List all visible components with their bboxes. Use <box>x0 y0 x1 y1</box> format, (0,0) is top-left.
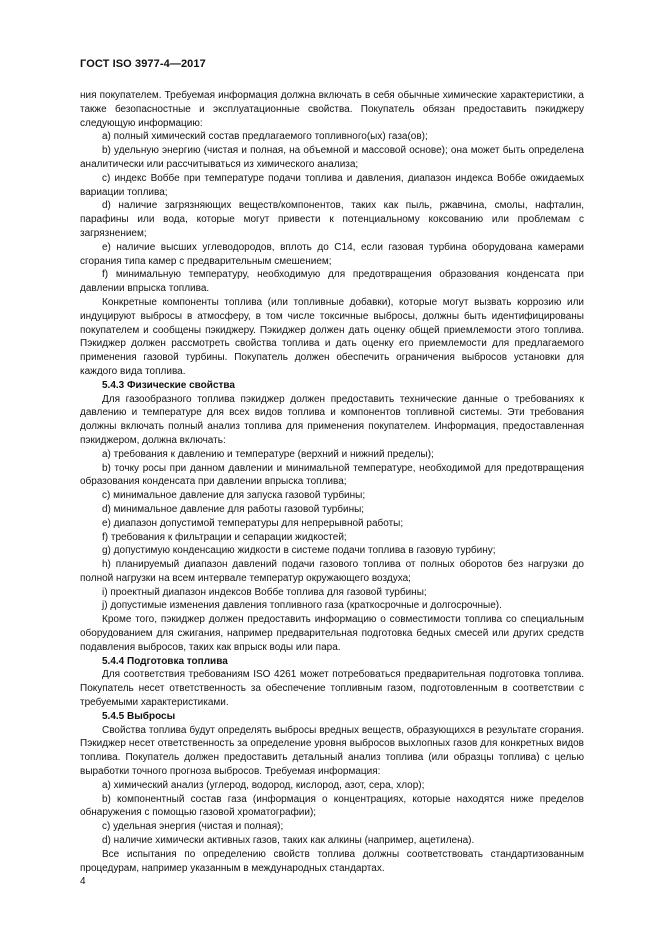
list-item: d) наличие загрязняющих веществ/компонентов, таких как пыль, ржавчина, смолы, нафталин, парафины или вода, которые могут привести к потенциальному коксованию или проблемам с загрязнением; <box>80 200 584 239</box>
list-item: a) химический анализ (углерод, водород, кислород, азот, сера, хлор); <box>102 779 425 791</box>
list-item: b) удельную энергию (чистая и полная, на объемной и массовой основе); она может быть определена аналитически или рассчитываться из химического анализа; <box>80 145 584 170</box>
list-item: f) требования к фильтрации и сепарации жидкостей; <box>102 531 347 543</box>
paragraph: Все испытания по определению свойств топлива должны соответствовать стандартизованным процедурам, например указанным в международных стандартах. <box>80 848 584 874</box>
paragraph: Свойства топлива будут определять выбросы вредных веществ, образующихся в результате сгорания. Пэкиджер несет ответственность за определение уровня выбросов выхлопных газов для конкретных видов топлива. Покупатель должен предоставить детальный анализ топлива (или образцы топлива) с целью выработки точного прогноза выбросов. Требуемая информация: <box>80 724 584 778</box>
page-number: 4 <box>80 876 86 887</box>
paragraph: ния покупателем. Требуемая информация должна включать в себя обычные химические характеристики, а также безопасностные и эксплуатационные свойства. Покупатель обязан предоставить пэкиджеру следующую информацию: <box>80 90 584 129</box>
list-item: a) полный химический состав предлагаемого топливного(ых) газа(ов); <box>102 131 428 143</box>
list-item: d) наличие химически активных газов, таких как алкины (например, ацетилена). <box>102 835 475 847</box>
list-item: g) допустимую конденсацию жидкости в системе подачи топлива в газовую турбину; <box>102 545 496 557</box>
list-item: b) точку росы при данном давлении и минимальной температуре, необходимой для предотвращения образования конденсата при давлении впрыска топлива; <box>80 462 584 488</box>
list-item: c) удельная энергия (чистая и полная); <box>102 821 284 833</box>
list-item: e) наличие высших углеводородов, вплоть до C14, если газовая турбина оборудована камерами сгорания типа камер с предварительным смешением; <box>80 241 584 267</box>
section-heading: 5.4.4 Подготовка топлива <box>102 655 228 667</box>
list-item: d) минимальное давление для работы газовой турбины; <box>102 503 365 515</box>
list-item: e) диапазон допустимой температуры для непрерывной работы; <box>102 517 404 529</box>
list-item: j) допустимые изменения давления топливного газа (краткосрочные и долгосрочные). <box>102 600 502 612</box>
list-item: b) компонентный состав газа (информация о концентрациях, которые находятся ниже пределов обнаружения с помощью газовой хроматографии); <box>80 793 584 819</box>
list-item: f) минимальную температуру, необходимую для предотвращения образования конденсата при давлении впрыска топлива. <box>80 269 584 295</box>
paragraph: Конкретные компоненты топлива (или топливные добавки), которые могут вызвать коррозию или индуцируют выбросы в атмосферу, в том числе токсичные выбросы, должны быть идентифицированы покупателем и сообщены пэкиджеру. Пэкиджер должен дать оценку общей приемлемости этого топлива. Пэкиджер должен рассмотреть свойства топлива и дать оценку его приемлемости для предлагаемого применения газовой турбины. Покупатель должен обеспечить ограничения выбросов установки для каждого вида топлива. <box>80 296 584 377</box>
list-item: c) минимальное давление для запуска газовой турбины; <box>102 490 366 502</box>
paragraph: Для соответствия требованиям ISO 4261 может потребоваться предварительная подготовка топлива. Покупатель несет ответственность за обеспечение топливным газом, подготовленным в соответствии с требуемыми характеристиками. <box>80 669 584 709</box>
document-header: ГОСТ ISO 3977-4—2017 <box>80 58 206 70</box>
section-heading: 5.4.3 Физические свойства <box>102 379 235 391</box>
section-heading: 5.4.5 Выбросы <box>102 710 176 722</box>
paragraph: Для газообразного топлива пэкиджер должен предоставить технические данные о требованиях к давлению и температуре для всех видов топлива и компонентов топливной системы. Эти требования должны включать полный анализ топлива для применения покупателем. Информация, предоставленная пэкиджером, должна включать: <box>80 393 584 446</box>
list-item: h) планируемый диапазон давлений подачи газового топлива от полных оборотов без нагрузки до полной нагрузки на всем интервале температур окружающего воздуха; <box>80 559 584 584</box>
document-body <box>80 89 584 875</box>
paragraph: Кроме того, пэкиджер должен предоставить информацию о совместимости топлива со специальным оборудованием для сжигания, например предварительная подготовка бедных смесей или других средств подавления выбросов, таких как впрыск воды или пара. <box>80 614 584 653</box>
list-item: c) индекс Воббе при температуре подачи топлива и давления, диапазон индекса Воббе ожидаемых вариации топлива; <box>80 172 584 198</box>
list-item: i) проектный диапазон индексов Воббе топлива для газовой турбины; <box>102 586 427 598</box>
list-item: a) требования к давлению и температуре (верхний и нижний пределы); <box>102 448 434 460</box>
